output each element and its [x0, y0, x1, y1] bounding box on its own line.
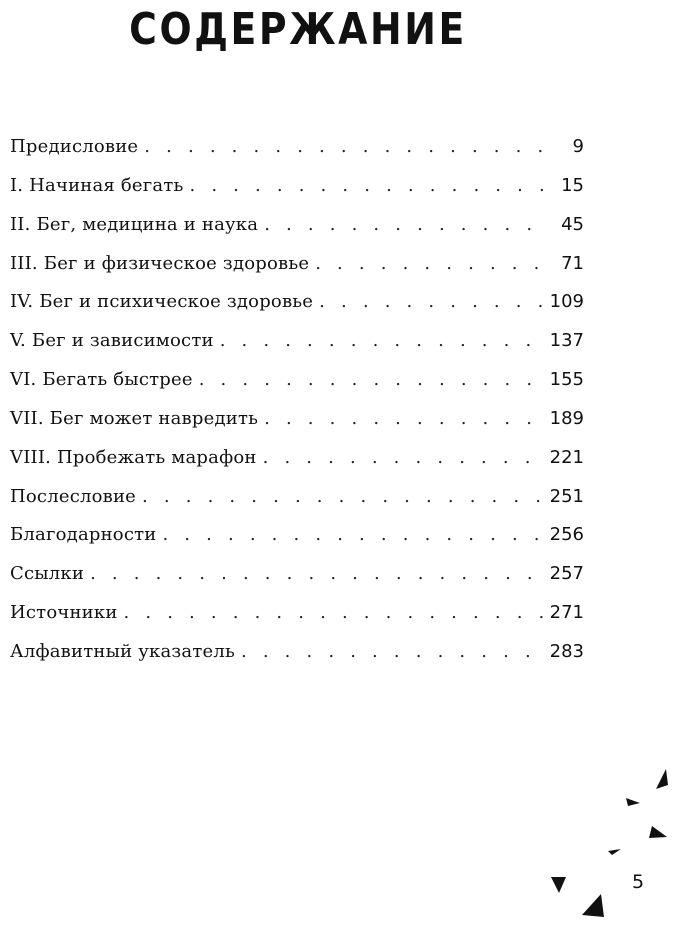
toc-entry-page: 137 — [549, 330, 584, 352]
toc-entry-page: 71 — [561, 252, 584, 274]
toc-leader-dots — [124, 602, 546, 623]
toc-leader-dots — [263, 447, 546, 468]
triangle-shard — [608, 849, 621, 855]
toc-leader-dots — [319, 291, 545, 312]
toc-entry-page: 271 — [549, 602, 584, 624]
toc-entry-page: 251 — [549, 485, 584, 507]
toc-leader-dots — [142, 486, 546, 507]
toc-entry-page: 109 — [549, 291, 584, 313]
triangle-shard — [649, 826, 667, 838]
toc-leader-dots — [264, 408, 546, 429]
toc-entry-page: 45 — [561, 213, 584, 235]
toc-entry-page: 257 — [549, 563, 584, 585]
toc-entry[interactable] — [10, 136, 584, 175]
toc-entry-label: I. Начиная бегать — [10, 174, 184, 196]
toc-entry-label: VII. Бег может навредить — [10, 407, 259, 429]
toc-entry-page: 221 — [549, 446, 584, 468]
triangle-shard — [551, 877, 566, 893]
toc-leader-dots — [162, 524, 545, 545]
triangle-shard — [582, 894, 604, 917]
toc-leader-dots — [190, 175, 547, 196]
toc-leader-dots — [264, 214, 546, 235]
toc-entry-label: Источники — [10, 602, 118, 624]
toc-entry-page: 283 — [549, 640, 584, 662]
toc-entry[interactable] — [10, 369, 584, 408]
toc-entry-label: Предисловие — [10, 136, 139, 157]
toc-entry[interactable] — [10, 214, 584, 253]
triangle-shard — [626, 798, 640, 806]
toc-entry[interactable] — [10, 602, 584, 641]
toc-entry-label: V. Бег и зависимости — [10, 330, 214, 352]
toc-entry-label: III. Бег и физическое здоровье — [10, 252, 310, 274]
toc-entry[interactable] — [10, 253, 584, 292]
toc-entry[interactable] — [10, 330, 584, 369]
toc-leader-dots — [144, 136, 546, 157]
toc-entry-label: II. Бег, медицина и наука — [10, 213, 259, 235]
toc-entry[interactable] — [10, 563, 584, 602]
table-of-contents — [10, 136, 584, 680]
toc-entry-page: 189 — [549, 407, 584, 429]
toc-entry-label: Ссылки — [10, 563, 85, 585]
toc-entry-page: 155 — [549, 369, 584, 391]
toc-entry-label: Послесловие — [10, 485, 137, 507]
toc-leader-dots — [199, 369, 546, 390]
page-number: 5 — [632, 871, 645, 893]
toc-entry-page: 9 — [572, 136, 584, 157]
toc-entry[interactable] — [10, 486, 584, 525]
toc-entry[interactable] — [10, 175, 584, 214]
toc-entry-label: VIII. Пробежать марафон — [10, 446, 257, 468]
toc-entry[interactable] — [10, 524, 584, 563]
page-title: СОДЕРЖАНИЕ — [129, 4, 467, 55]
toc-entry[interactable] — [10, 291, 584, 330]
toc-leader-dots — [241, 641, 546, 662]
toc-entry-label: VI. Бегать быстрее — [10, 369, 193, 391]
toc-entry[interactable] — [10, 408, 584, 447]
toc-leader-dots — [220, 330, 546, 351]
toc-entry-page: 15 — [561, 174, 584, 196]
toc-leader-dots — [315, 253, 546, 274]
toc-entry[interactable] — [10, 447, 584, 486]
toc-entry-label: Благодарности — [10, 524, 157, 546]
toc-entry-label: IV. Бег и психическое здоровье — [10, 291, 314, 313]
toc-entry[interactable] — [10, 641, 584, 680]
triangle-shard — [656, 769, 668, 789]
toc-leader-dots — [90, 563, 546, 584]
toc-entry-page: 256 — [549, 524, 584, 546]
toc-entry-label: Алфавитный указатель — [10, 640, 235, 662]
triangle-ornament-icon — [540, 760, 678, 927]
